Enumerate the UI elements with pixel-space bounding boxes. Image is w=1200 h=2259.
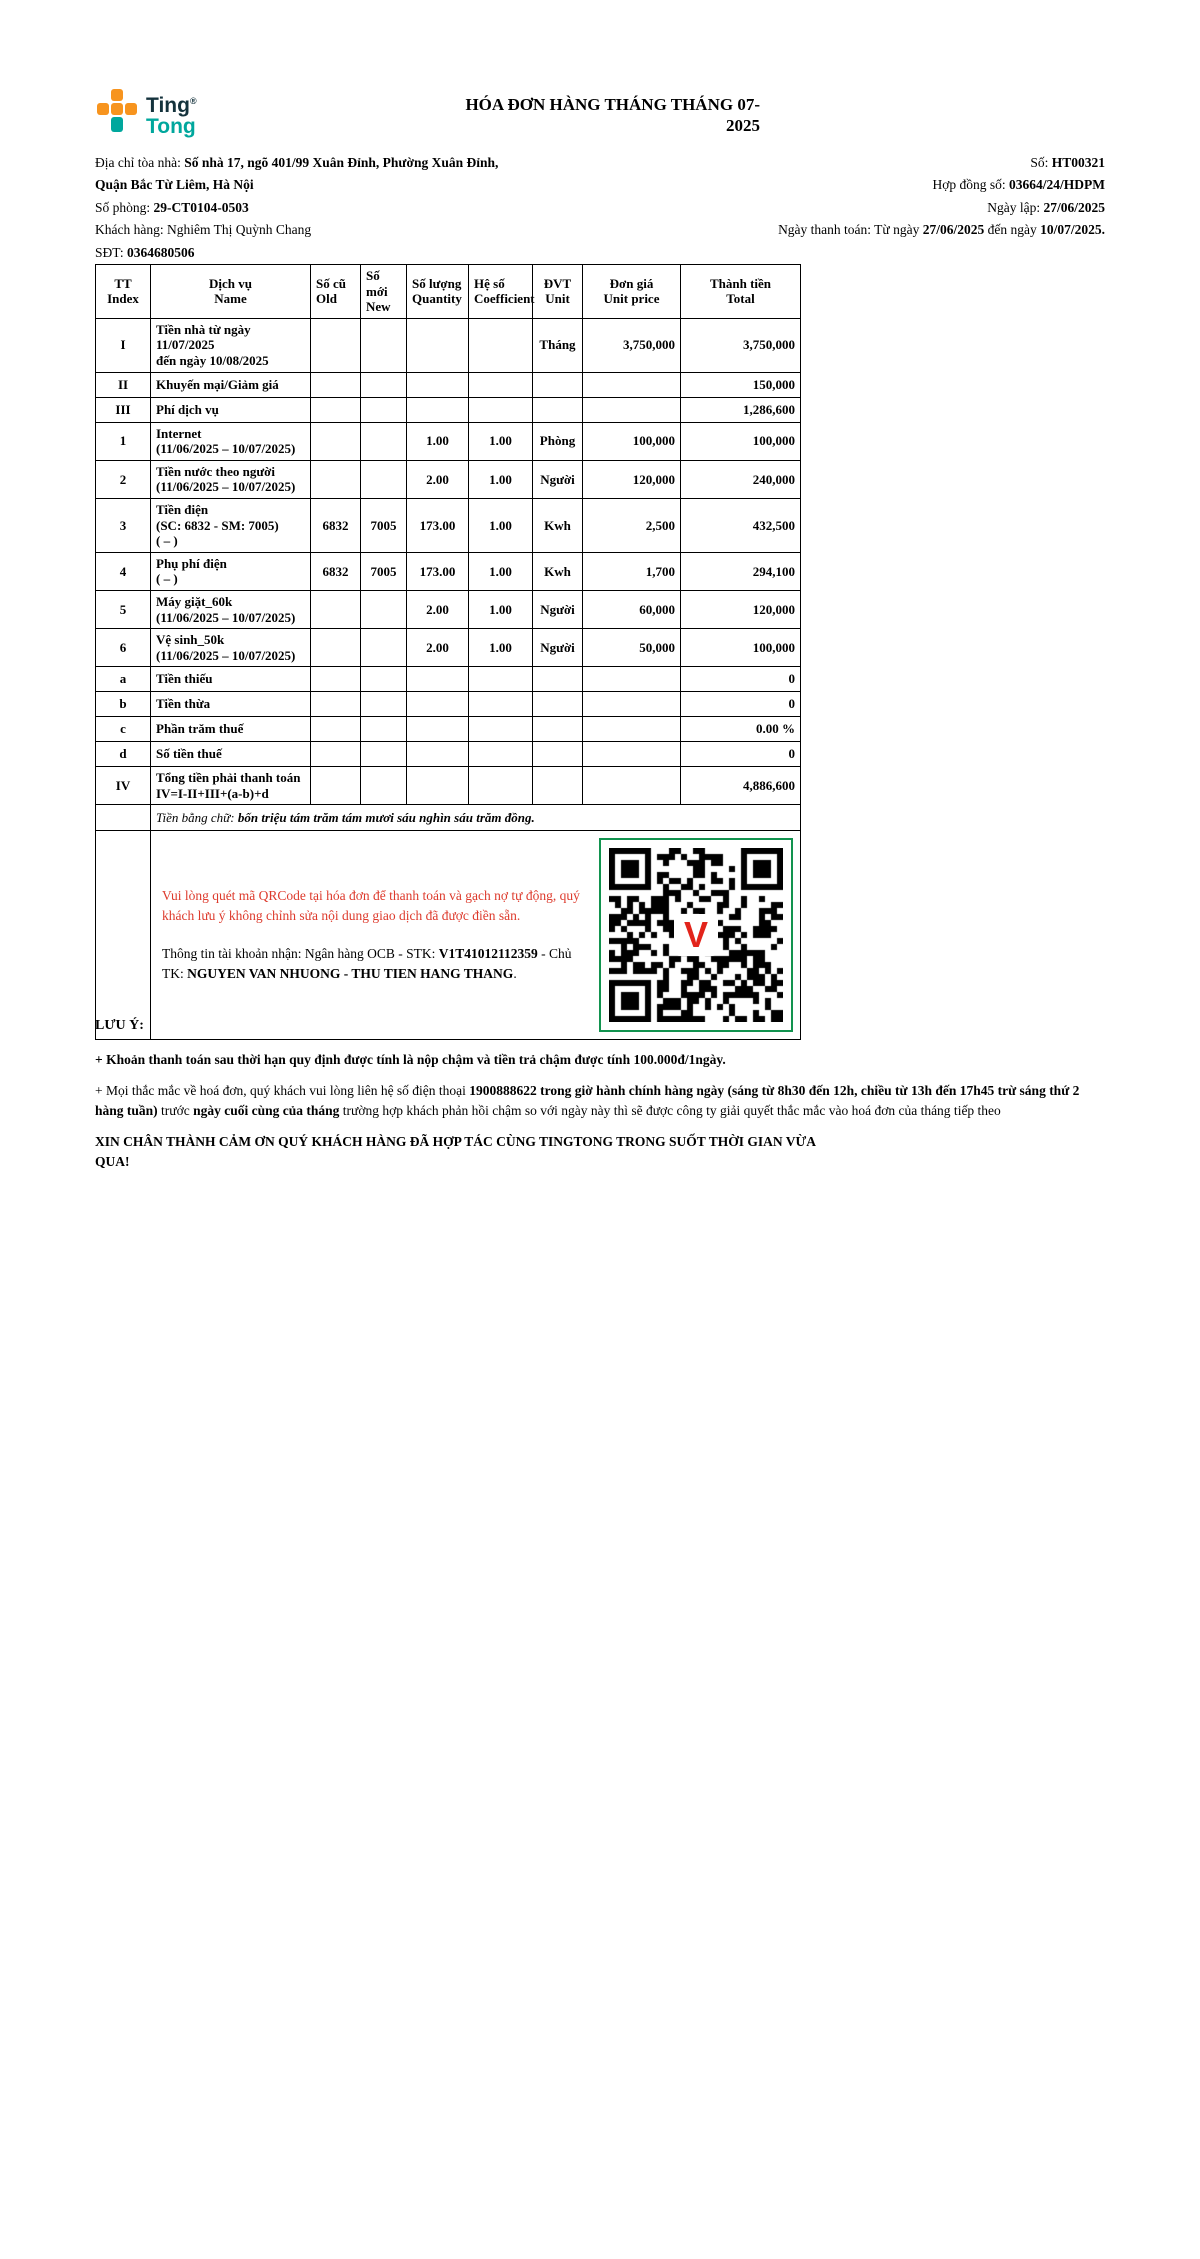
cell-quantity: [407, 397, 469, 422]
table-row: [96, 422, 801, 460]
info-line: Hợp đồng số: 03664/24/HDPM: [932, 177, 1105, 193]
cell-unit-price: [583, 372, 681, 397]
cell-unit: Kwh: [533, 552, 583, 590]
cell-index: III: [96, 397, 151, 422]
cell-unit-price: [583, 692, 681, 717]
cell-quantity: 2.00: [407, 590, 469, 628]
cell-unit: Người: [533, 460, 583, 498]
cell-old-reading: [311, 767, 361, 805]
cell-service-name: Internet (11/06/2025 – 10/07/2025): [151, 422, 311, 460]
cell-new-reading: [361, 590, 407, 628]
cell-coefficient: 1.00: [469, 498, 533, 552]
table-header-row: [96, 265, 801, 319]
cell-unit-price: [583, 717, 681, 742]
qr-cell: [151, 831, 801, 1040]
cell-service-name: Vệ sinh_50k (11/06/2025 – 10/07/2025): [151, 629, 311, 667]
cell-service-name: Tiền nước theo người (11/06/2025 – 10/07/2025): [151, 460, 311, 498]
cell-service-name: Phần trăm thuế: [151, 717, 311, 742]
qr-row: [96, 831, 801, 1040]
bank-account-info: Thông tin tài khoản nhận: Ngân hàng OCB - STK: V1T41012112359 - Chủ TK: NGUYEN VAN NHUONG - THU TIEN HANG THANG.: [162, 946, 572, 982]
cell-quantity: 173.00: [407, 552, 469, 590]
column-header: ĐVT Unit: [533, 265, 583, 319]
column-header: Số mới New: [361, 265, 407, 319]
cell-index: 4: [96, 552, 151, 590]
info-right-column: [625, 152, 1105, 264]
cell-index: [96, 805, 151, 831]
tingtong-logo: [95, 88, 197, 137]
cell-new-reading: [361, 692, 407, 717]
cell-unit: [533, 692, 583, 717]
cell-old-reading: [311, 717, 361, 742]
cell-index: 5: [96, 590, 151, 628]
cell-index: II: [96, 372, 151, 397]
table-row: [96, 629, 801, 667]
table-row: [96, 498, 801, 552]
cell-unit-price: [583, 742, 681, 767]
cell-old-reading: 6832: [311, 552, 361, 590]
cell-unit-price: 120,000: [583, 460, 681, 498]
cell-new-reading: [361, 717, 407, 742]
cell-unit: [533, 717, 583, 742]
cell-total: 100,000: [681, 422, 801, 460]
cell-unit-price: 100,000: [583, 422, 681, 460]
table-row: [96, 667, 801, 692]
cell-coefficient: 1.00: [469, 552, 533, 590]
cell-total: 120,000: [681, 590, 801, 628]
info-line: Số: HT00321: [1030, 155, 1105, 170]
table-row: [96, 767, 801, 805]
cell-coefficient: 1.00: [469, 422, 533, 460]
cell-unit: [533, 742, 583, 767]
cell-new-reading: [361, 460, 407, 498]
info-line: Số phòng: 29-CT0104-0503: [95, 199, 249, 215]
cell-index: 3: [96, 498, 151, 552]
cell-old-reading: [311, 422, 361, 460]
cell-service-name: Khuyến mại/Giảm giá: [151, 372, 311, 397]
cell-new-reading: [361, 742, 407, 767]
footer-paragraph: + Khoản thanh toán sau thời hạn quy định được tính là nộp chậm và tiền trả chậm được tính 100.000đ/1ngày.: [95, 1052, 726, 1067]
cell-index: 1: [96, 422, 151, 460]
cell-new-reading: [361, 422, 407, 460]
cell-service-name: Tiền thiếu: [151, 667, 311, 692]
cell-old-reading: [311, 629, 361, 667]
cell-total: 150,000: [681, 372, 801, 397]
cell-old-reading: [311, 692, 361, 717]
cell-unit: Người: [533, 629, 583, 667]
table-row: [96, 590, 801, 628]
footer-paragraph: XIN CHÂN THÀNH CẢM ƠN QUÝ KHÁCH HÀNG ĐÃ HỢP TÁC CÙNG TINGTONG TRONG SUỐT THỜI GIAN VỪA QUA!: [95, 1134, 816, 1169]
cell-old-reading: [311, 397, 361, 422]
qr-code: [599, 838, 793, 1032]
column-header: Đơn giá Unit price: [583, 265, 681, 319]
table-row: [96, 717, 801, 742]
cell-index: c: [96, 717, 151, 742]
column-header: Hệ số Coefficient: [469, 265, 533, 319]
cell-quantity: [407, 667, 469, 692]
invoice-title: HÓA ĐƠN HÀNG THÁNG THÁNG 07-2025: [465, 95, 760, 135]
info-left-column: [95, 152, 515, 264]
cell-index: IV: [96, 767, 151, 805]
cell-coefficient: 1.00: [469, 629, 533, 667]
cell-total: 0: [681, 667, 801, 692]
cell-index: a: [96, 667, 151, 692]
invoice-info: [95, 152, 1105, 264]
cell-coefficient: [469, 667, 533, 692]
info-line: Ngày lập: 27/06/2025: [987, 199, 1105, 215]
cell-new-reading: [361, 629, 407, 667]
logo-word-ting: Ting®: [146, 94, 197, 117]
footer-paragraph: + Mọi thắc mắc về hoá đơn, quý khách vui lòng liên hệ số điện thoại 1900888622 trong giờ hành chính hàng ngày (sáng từ 8h30 đến 12h, chiều từ 13h đến 17h45 trừ sáng thứ 2 hàng tuần) trước ngày cuối cùng của tháng trường hợp khách phản hồi chậm so với ngày này thì sẽ được công ty giải quyết thắc mắc vào hoá đơn của tháng tiếp theo: [95, 1083, 1080, 1118]
cell-quantity: [407, 692, 469, 717]
cell-new-reading: [361, 318, 407, 372]
cell-coefficient: [469, 767, 533, 805]
cell-unit-price: 3,750,000: [583, 318, 681, 372]
cell-coefficient: [469, 717, 533, 742]
cell-total: 0.00 %: [681, 717, 801, 742]
info-line: Địa chỉ tòa nhà: Số nhà 17, ngõ 401/99 Xuân Đỉnh, Phường Xuân Đỉnh, Quận Bắc Từ Liêm, Hà Nội: [95, 155, 499, 193]
cell-quantity: [407, 318, 469, 372]
amount-in-words: Tiền bằng chữ: bốn triệu tám trăm tám mươi sáu nghìn sáu trăm đồng.: [151, 805, 801, 831]
qr-text-block: [162, 886, 592, 984]
cell-unit: Kwh: [533, 498, 583, 552]
cell-new-reading: [361, 372, 407, 397]
cell-old-reading: 6832: [311, 498, 361, 552]
qr-warning-note: Vui lòng quét mã QRCode tại hóa đơn để thanh toán và gạch nợ tự động, quý khách lưu ý không chỉnh sửa nội dung giao dịch đã được điền sẵn.: [162, 888, 580, 924]
table-row: [96, 742, 801, 767]
cell-total: 432,500: [681, 498, 801, 552]
cell-old-reading: [311, 318, 361, 372]
cell-total: 0: [681, 742, 801, 767]
cell-quantity: 2.00: [407, 460, 469, 498]
cell-new-reading: 7005: [361, 498, 407, 552]
registered-mark: ®: [189, 96, 197, 106]
cell-unit: [533, 372, 583, 397]
cell-unit: Phòng: [533, 422, 583, 460]
cell-unit-price: [583, 667, 681, 692]
cell-coefficient: [469, 318, 533, 372]
cell-index: [96, 831, 151, 1040]
footer-heading: LƯU Ý:: [95, 1018, 144, 1033]
cell-total: 100,000: [681, 629, 801, 667]
info-line: Ngày thanh toán: Từ ngày 27/06/2025 đến ngày 10/07/2025.: [778, 222, 1105, 238]
cell-unit: [533, 767, 583, 805]
cell-service-name: Tổng tiền phải thanh toán IV=I-II+III+(a-b)+d: [151, 767, 311, 805]
invoice-table: [95, 264, 801, 1040]
cell-unit-price: 50,000: [583, 629, 681, 667]
cell-quantity: 2.00: [407, 629, 469, 667]
cell-unit: Người: [533, 590, 583, 628]
cell-old-reading: [311, 667, 361, 692]
cell-index: b: [96, 692, 151, 717]
cell-unit: Tháng: [533, 318, 583, 372]
cell-unit-price: [583, 767, 681, 805]
cell-unit: [533, 397, 583, 422]
tingtong-logo-text: [146, 88, 197, 137]
cell-service-name: Tiền thừa: [151, 692, 311, 717]
cell-index: d: [96, 742, 151, 767]
cell-coefficient: 1.00: [469, 460, 533, 498]
cell-service-name: Phí dịch vụ: [151, 397, 311, 422]
column-header: Thành tiền Total: [681, 265, 801, 319]
cell-service-name: Số tiền thuế: [151, 742, 311, 767]
cell-total: 240,000: [681, 460, 801, 498]
cell-unit-price: 1,700: [583, 552, 681, 590]
cell-index: I: [96, 318, 151, 372]
cell-quantity: 173.00: [407, 498, 469, 552]
cell-quantity: [407, 742, 469, 767]
cell-service-name: Máy giặt_60k (11/06/2025 – 10/07/2025): [151, 590, 311, 628]
cell-service-name: Phụ phí điện ( – ): [151, 552, 311, 590]
cell-new-reading: [361, 767, 407, 805]
cell-unit-price: 2,500: [583, 498, 681, 552]
table-row: [96, 397, 801, 422]
cell-unit-price: [583, 397, 681, 422]
cell-coefficient: [469, 692, 533, 717]
table-row: [96, 318, 801, 372]
column-header: Số lượng Quantity: [407, 265, 469, 319]
cell-new-reading: [361, 667, 407, 692]
footer-paragraphs: [95, 1050, 1105, 1172]
cell-service-name: Tiền điện (SC: 6832 - SM: 7005) ( – ): [151, 498, 311, 552]
cell-quantity: [407, 767, 469, 805]
cell-unit-price: 60,000: [583, 590, 681, 628]
cell-total: 4,886,600: [681, 767, 801, 805]
cell-index: 2: [96, 460, 151, 498]
cell-total: 0: [681, 692, 801, 717]
cell-total: 294,100: [681, 552, 801, 590]
info-line: SĐT: 0364680506: [95, 244, 195, 260]
cell-coefficient: [469, 742, 533, 767]
cell-coefficient: 1.00: [469, 590, 533, 628]
cell-service-name: Tiền nhà từ ngày 11/07/2025 đến ngày 10/08/2025: [151, 318, 311, 372]
column-header: Số cũ Old: [311, 265, 361, 319]
cell-new-reading: 7005: [361, 552, 407, 590]
cell-new-reading: [361, 397, 407, 422]
cell-old-reading: [311, 742, 361, 767]
cell-quantity: [407, 372, 469, 397]
cell-old-reading: [311, 590, 361, 628]
cell-total: 3,750,000: [681, 318, 801, 372]
table-row: [96, 460, 801, 498]
footer-notes: [95, 1018, 1105, 1183]
cell-old-reading: [311, 460, 361, 498]
column-header: TT Index: [96, 265, 151, 319]
table-row: [96, 372, 801, 397]
info-line: Khách hàng: Nghiêm Thị Quỳnh Chang: [95, 222, 312, 238]
logo-word-tong: Tong: [146, 115, 196, 138]
cell-quantity: 1.00: [407, 422, 469, 460]
table-row: [96, 552, 801, 590]
cell-total: 1,286,600: [681, 397, 801, 422]
cell-index: 6: [96, 629, 151, 667]
cell-quantity: [407, 717, 469, 742]
cell-coefficient: [469, 397, 533, 422]
amount-in-words-row: [96, 805, 801, 831]
cell-coefficient: [469, 372, 533, 397]
cell-old-reading: [311, 372, 361, 397]
cell-unit: [533, 667, 583, 692]
table-row: [96, 692, 801, 717]
tingtong-logo-icon: [95, 88, 139, 134]
column-header: Dịch vụ Name: [151, 265, 311, 319]
vietqr-v-icon: V: [674, 914, 718, 956]
